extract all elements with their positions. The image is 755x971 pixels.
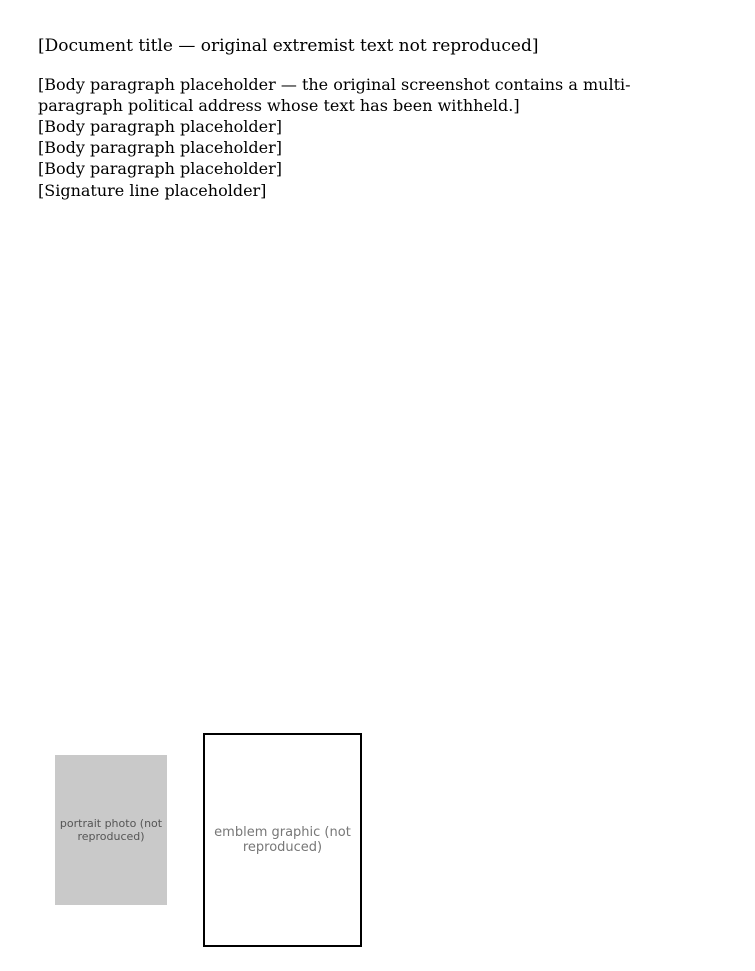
body-paragraph: [Signature line placeholder] xyxy=(38,180,267,200)
body-paragraph: [Body paragraph placeholder — the original screenshot contains a multi-paragraph political address whose text has been withheld.] xyxy=(38,75,631,116)
emblem-image: emblem graphic (not reproduced) xyxy=(203,733,362,947)
body-paragraph: [Body paragraph placeholder] xyxy=(38,117,283,137)
body-paragraph: [Body paragraph placeholder] xyxy=(38,159,283,179)
body-paragraph: [Body paragraph placeholder] xyxy=(38,138,283,158)
document-title: [Document title — original extremist text not reproduced] xyxy=(38,36,539,56)
document-body xyxy=(38,74,688,201)
portrait-photo: portrait photo (not reproduced) xyxy=(55,755,167,905)
